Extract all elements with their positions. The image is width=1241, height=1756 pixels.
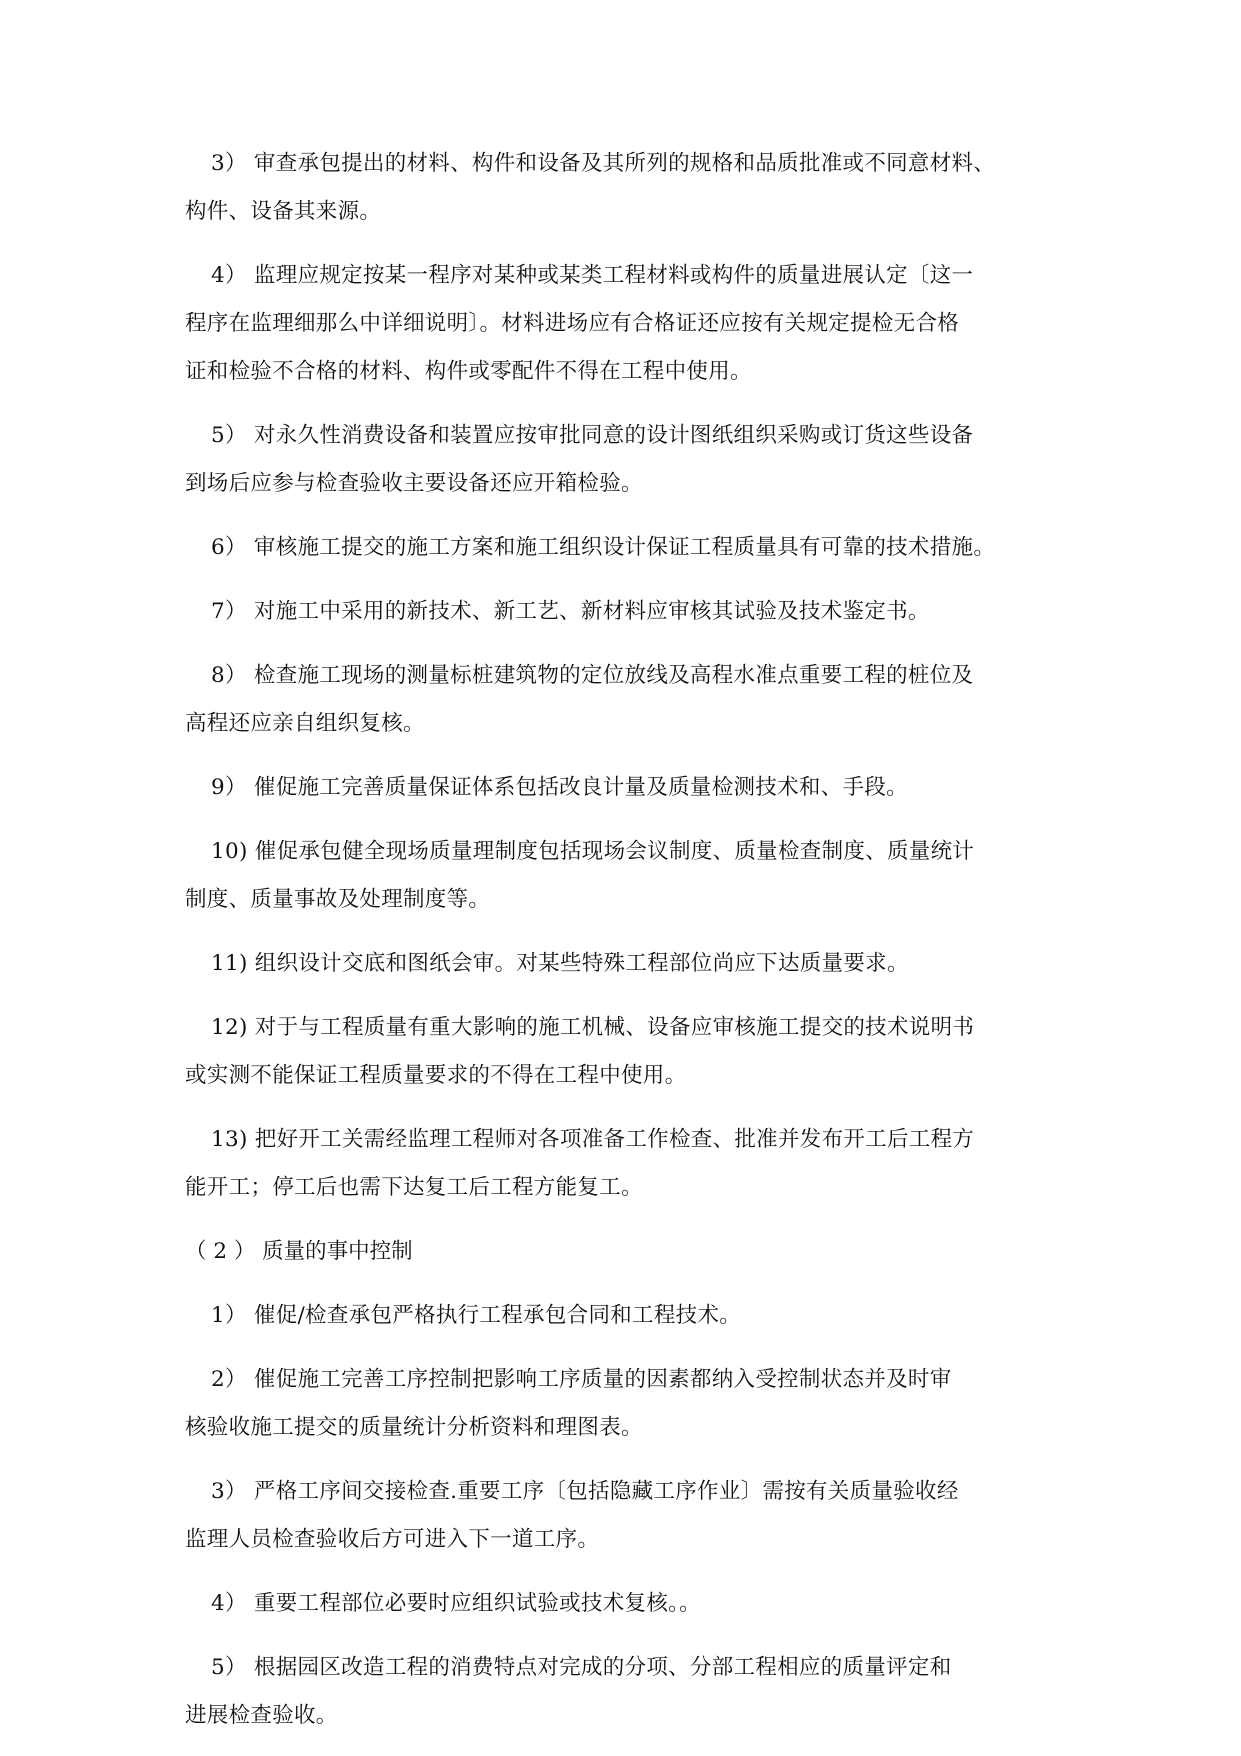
text-line: 高程还应亲自组织复核。: [185, 711, 425, 736]
list-item: [185, 1356, 1085, 1452]
text-line: 能开工；停工后也需下达复工后工程方能复工。: [185, 1175, 643, 1200]
text-line: 7） 对施工中采用的新技术、新工艺、新材料应审核其试验及技术鉴定书。: [211, 599, 930, 624]
text-line: 监理人员检查验收后方可进入下一道工序。: [185, 1527, 600, 1552]
text-line: 12) 对于与工程质量有重大影响的施工机械、设备应审核施工提交的技术说明书: [211, 1015, 975, 1040]
text-line: 8） 检查施工现场的测量标桩建筑物的定位放线及高程水准点重要工程的桩位及: [211, 663, 974, 688]
list-item: [185, 940, 1085, 988]
list-item: [185, 1468, 1085, 1564]
list-item: [185, 1004, 1085, 1100]
text-line: 1） 催促/检查承包严格执行工程承包合同和工程技术。: [211, 1303, 742, 1328]
text-line: 3） 严格工序间交接检查.重要工序〔包括隐藏工序作业〕需按有关质量验收经: [211, 1479, 959, 1504]
list-item: [185, 412, 1085, 508]
text-line: 4） 重要工程部位必要时应组织试验或技术复核。。: [211, 1591, 701, 1616]
list-item: [185, 140, 1085, 236]
list-item: [185, 1292, 1085, 1340]
text-line: 进展检查验收。: [185, 1703, 338, 1728]
list-item: [185, 524, 1085, 572]
list-item: [185, 1644, 1085, 1740]
list-item: [185, 828, 1085, 924]
text-line: 13) 把好开工关需经监理工程师对各项准备工作检查、批准并发布开工后工程方: [211, 1127, 975, 1152]
text-line: 5） 对永久性消费设备和装置应按审批同意的设计图纸组织采购或订货这些设备: [211, 423, 974, 448]
section-heading: （ 2 ） 质量的事中控制: [185, 1239, 413, 1264]
text-line: 11) 组织设计交底和图纸会审。对某些特殊工程部位尚应下达质量要求。: [211, 951, 909, 976]
text-line: 构件、设备其来源。: [185, 199, 382, 224]
document-body: [185, 140, 1085, 1756]
list-item: [185, 252, 1085, 396]
text-line: 9） 催促施工完善质量保证体系包括改良计量及质量检测技术和、手段。: [211, 775, 908, 800]
list-item: [185, 652, 1085, 748]
text-line: 5） 根据园区改造工程的消费特点对完成的分项、分部工程相应的质量评定和: [211, 1655, 952, 1680]
text-line: 2） 催促施工完善工序控制把影响工序质量的因素都纳入受控制状态并及时审: [211, 1367, 952, 1392]
text-line: 6） 审核施工提交的施工方案和施工组织设计保证工程质量具有可靠的技术措施。: [211, 535, 996, 560]
text-line: 到场后应参与检查验收主要设备还应开箱检验。: [185, 471, 643, 496]
text-line: 制度、质量事故及处理制度等。: [185, 887, 491, 912]
list-item: [185, 588, 1085, 636]
text-line: 3） 审查承包提出的材料、构件和设备及其所列的规格和品质批准或不同意材料、: [211, 151, 996, 176]
text-line: 4） 监理应规定按某一程序对某种或某类工程材料或构件的质量进展认定〔这一: [211, 263, 974, 288]
text-line: 或实测不能保证工程质量要求的不得在工程中使用。: [185, 1063, 687, 1088]
list-item: [185, 1580, 1085, 1628]
text-line: 证和检验不合格的材料、构件或零配件不得在工程中使用。: [185, 359, 752, 384]
text-line: 10) 催促承包健全现场质量理制度包括现场会议制度、质量检查制度、质量统计: [211, 839, 975, 864]
text-line: 程序在监理细那么中详细说明〕。材料进场应有合格证还应按有关规定提检无合格: [185, 311, 960, 336]
list-item: [185, 764, 1085, 812]
text-line: 核验收施工提交的质量统计分析资料和理图表。: [185, 1415, 643, 1440]
list-item: [185, 1116, 1085, 1212]
